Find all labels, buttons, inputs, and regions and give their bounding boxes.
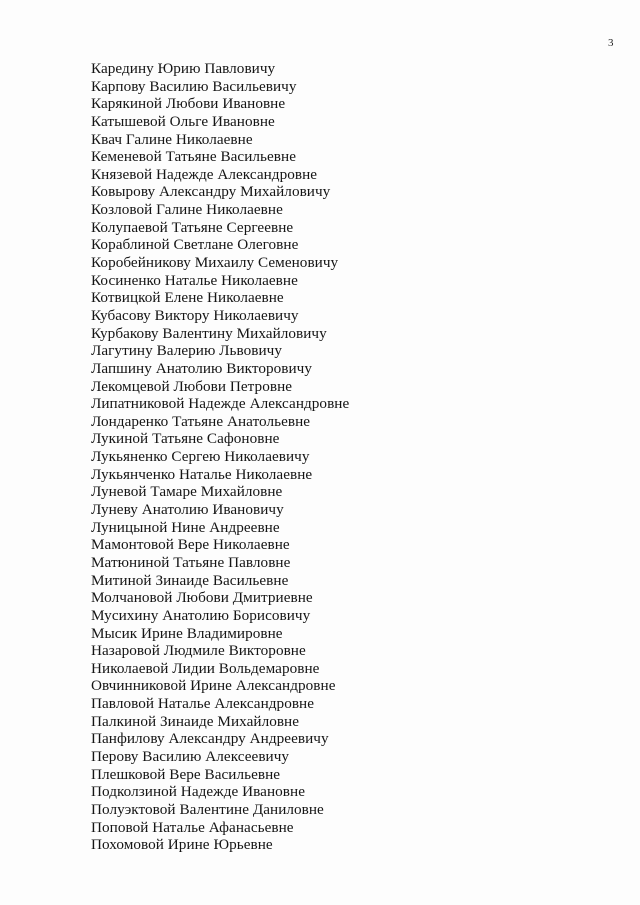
page-number: 3 xyxy=(608,37,614,49)
name-list-item: Матюниной Татьяне Павловне xyxy=(91,553,291,571)
name-list-item: Павловой Наталье Александровне xyxy=(91,695,315,713)
name-list-item: Курбакову Валентину Михайловичу xyxy=(91,324,327,342)
name-list-item: Палкиной Зинаиде Михайловне xyxy=(91,712,300,730)
name-list-item: Лукиной Татьяне Сафоновне xyxy=(91,430,280,448)
name-list-item: Лондаренко Татьяне Анатольевне xyxy=(91,412,311,430)
name-list-item: Коробейникову Михаилу Семеновичу xyxy=(91,254,339,272)
name-list-item: Мамонтовой Вере Николаевне xyxy=(91,536,290,554)
name-list-item: Молчановой Любови Дмитриевне xyxy=(91,589,313,607)
name-list-item: Подколзиной Надежде Ивановне xyxy=(91,783,305,801)
name-list-item: Луневой Тамаре Михайловне xyxy=(91,483,283,501)
name-list-item: Карпову Василию Васильевичу xyxy=(91,77,297,95)
name-list-item: Косиненко Наталье Николаевне xyxy=(91,271,298,289)
name-list-item: Ковырову Александру Михайловичу xyxy=(91,183,331,201)
name-list-item: Лекомцевой Любови Петровне xyxy=(91,377,293,395)
name-list-item: Поповой Наталье Афанасьевне xyxy=(91,818,294,836)
name-list-item: Липатниковой Надежде Александровне xyxy=(91,395,350,413)
name-list-item: Лукьяненко Сергею Николаевичу xyxy=(91,448,310,466)
name-list-item: Николаевой Лидии Вольдемаровне xyxy=(91,659,320,677)
name-list-item: Карякиной Любови Ивановне xyxy=(91,95,286,113)
name-list-item: Карединy Юрию Павловичу xyxy=(91,60,276,77)
name-list-item: Луницыной Нине Андреевне xyxy=(91,518,280,536)
name-list-item: Овчинниковой Ирине Александровне xyxy=(91,677,336,695)
name-list-item: Кеменевой Татьяне Васильевне xyxy=(91,148,296,166)
name-list-item: Мусихину Анатолию Борисовичу xyxy=(91,606,311,624)
name-list-item: Мысик Ирине Владимировне xyxy=(91,624,283,642)
name-list-item: Похомовой Ирине Юрьевне xyxy=(91,836,273,854)
name-list-item: Луневу Анатолию Ивановичу xyxy=(91,501,284,519)
name-list-item: Митиной Зинаиде Васильевне xyxy=(91,571,289,589)
name-list-item: Князевой Надежде Александровне xyxy=(91,165,318,183)
name-list-item: Катышевой Ольге Ивановне xyxy=(91,112,275,130)
name-list-item: Кораблиной Светлане Олеговне xyxy=(91,236,299,254)
name-list-item: Котвицкой Елене Николаевне xyxy=(91,289,284,307)
name-list-item: Полуэктовой Валентине Даниловне xyxy=(91,800,324,818)
name-list-item: Лукьянченко Наталье Николаевне xyxy=(91,465,313,483)
name-list-item: Колупаевой Татьяне Сергеевне xyxy=(91,218,294,236)
names-list xyxy=(91,60,349,854)
name-list-item: Назаровой Людмиле Викторовне xyxy=(91,642,306,660)
name-list-item: Плешковой Вере Васильевне xyxy=(91,765,281,783)
name-list-item: Кубасову Виктору Николаевичу xyxy=(91,306,299,324)
name-list-item: Лагутину Валерию Львовичу xyxy=(91,342,283,360)
name-list-item: Перову Василию Алексеевичу xyxy=(91,747,290,765)
name-list-item: Лапшину Анатолию Викторовичу xyxy=(91,359,313,377)
name-list-item: Квач Галине Николаевне xyxy=(91,130,253,148)
name-list-item: Козловой Галине Николаевне xyxy=(91,201,283,219)
name-list-item: Панфилову Александру Андреевичу xyxy=(91,730,329,748)
